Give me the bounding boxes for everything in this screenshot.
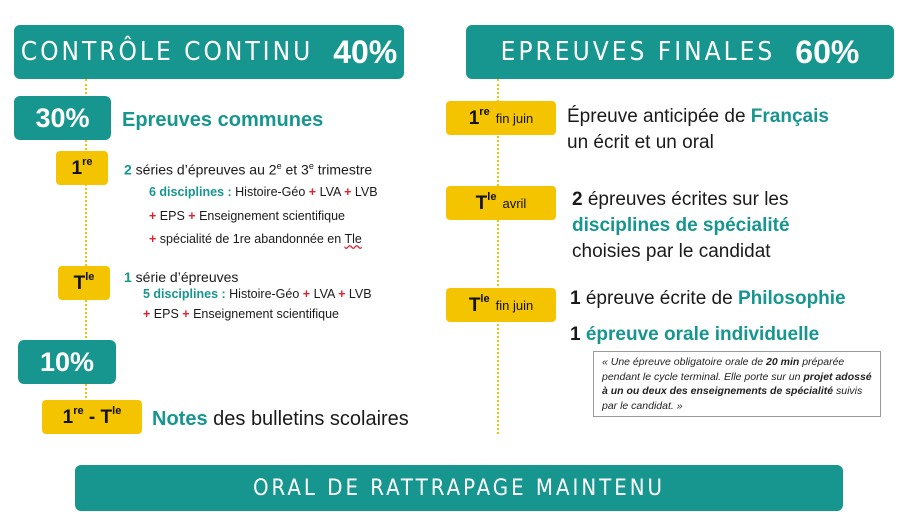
terminale-disciplines-line-2: + EPS + Enseignement scientifique — [143, 307, 339, 321]
rattrapage-banner — [75, 465, 843, 511]
terminale-badge: $T^{le}$ — [58, 266, 110, 300]
premiere-abandon-line: + spécialité de 1re abandonnée en Tle — [149, 232, 362, 246]
terminale-disciplines-line: 5 disciplines : Histoire-Géo + LVA + LVB — [143, 287, 372, 301]
premiere-disciplines-line: 6 disciplines : Histoire-Géo + LVA + LVB — [149, 185, 378, 199]
bulletins-text: Notes des bulletins scolaires — [152, 408, 409, 430]
rattrapage-title: ORAL DE RATTRAPAGE MAINTENU — [252, 475, 666, 501]
common-percent-box: 30% — [14, 96, 111, 140]
philo-badge: $T^{le}$ fin juin — [446, 288, 556, 322]
controle-continu-title: CONTRÔLE CONTINU — [20, 37, 314, 67]
specialite-text: 2 épreuves écrites sur les disciplines de spécialité choisies par le candidat — [572, 189, 790, 262]
specialite-badge: $T^{le}$ avril — [446, 186, 556, 220]
premiere-badge: 1re — [56, 151, 108, 185]
oral-text: 1 épreuve orale individuelle — [570, 324, 820, 345]
bulletins-percent-box: 10% — [18, 340, 116, 384]
premiere-disciplines-line-2: + EPS + Enseignement scientifique — [149, 209, 345, 223]
premiere-series-line: 2 séries d’épreuves au 2e et 3e trimestre — [124, 161, 373, 178]
philo-text: 1 épreuve écrite de Philosophie — [570, 288, 846, 309]
oral-description-quote: « Une épreuve obligatoire orale de 20 min préparée pendant le cycle terminal. Elle porte sur un projet adossé à un ou deux des enseignements de spécialité suivis par le candidat. » — [593, 351, 881, 417]
francais-text: Épreuve anticipée de Français un écrit et un oral — [567, 106, 829, 153]
controle-continu-percent: 40% — [333, 33, 398, 70]
epreuves-finales-percent: 60% — [795, 33, 860, 70]
controle-continu-header — [14, 25, 404, 79]
epreuves-finales-header — [466, 25, 894, 79]
common-title: Epreuves communes — [122, 109, 324, 131]
terminale-series-line: 1 série d’épreuves — [124, 269, 239, 285]
francais-badge: 1re fin juin — [446, 101, 556, 135]
epreuves-finales-title: EPREUVES FINALES — [500, 37, 776, 67]
bulletins-badge: $1re - T^{le}$ — [42, 400, 142, 434]
